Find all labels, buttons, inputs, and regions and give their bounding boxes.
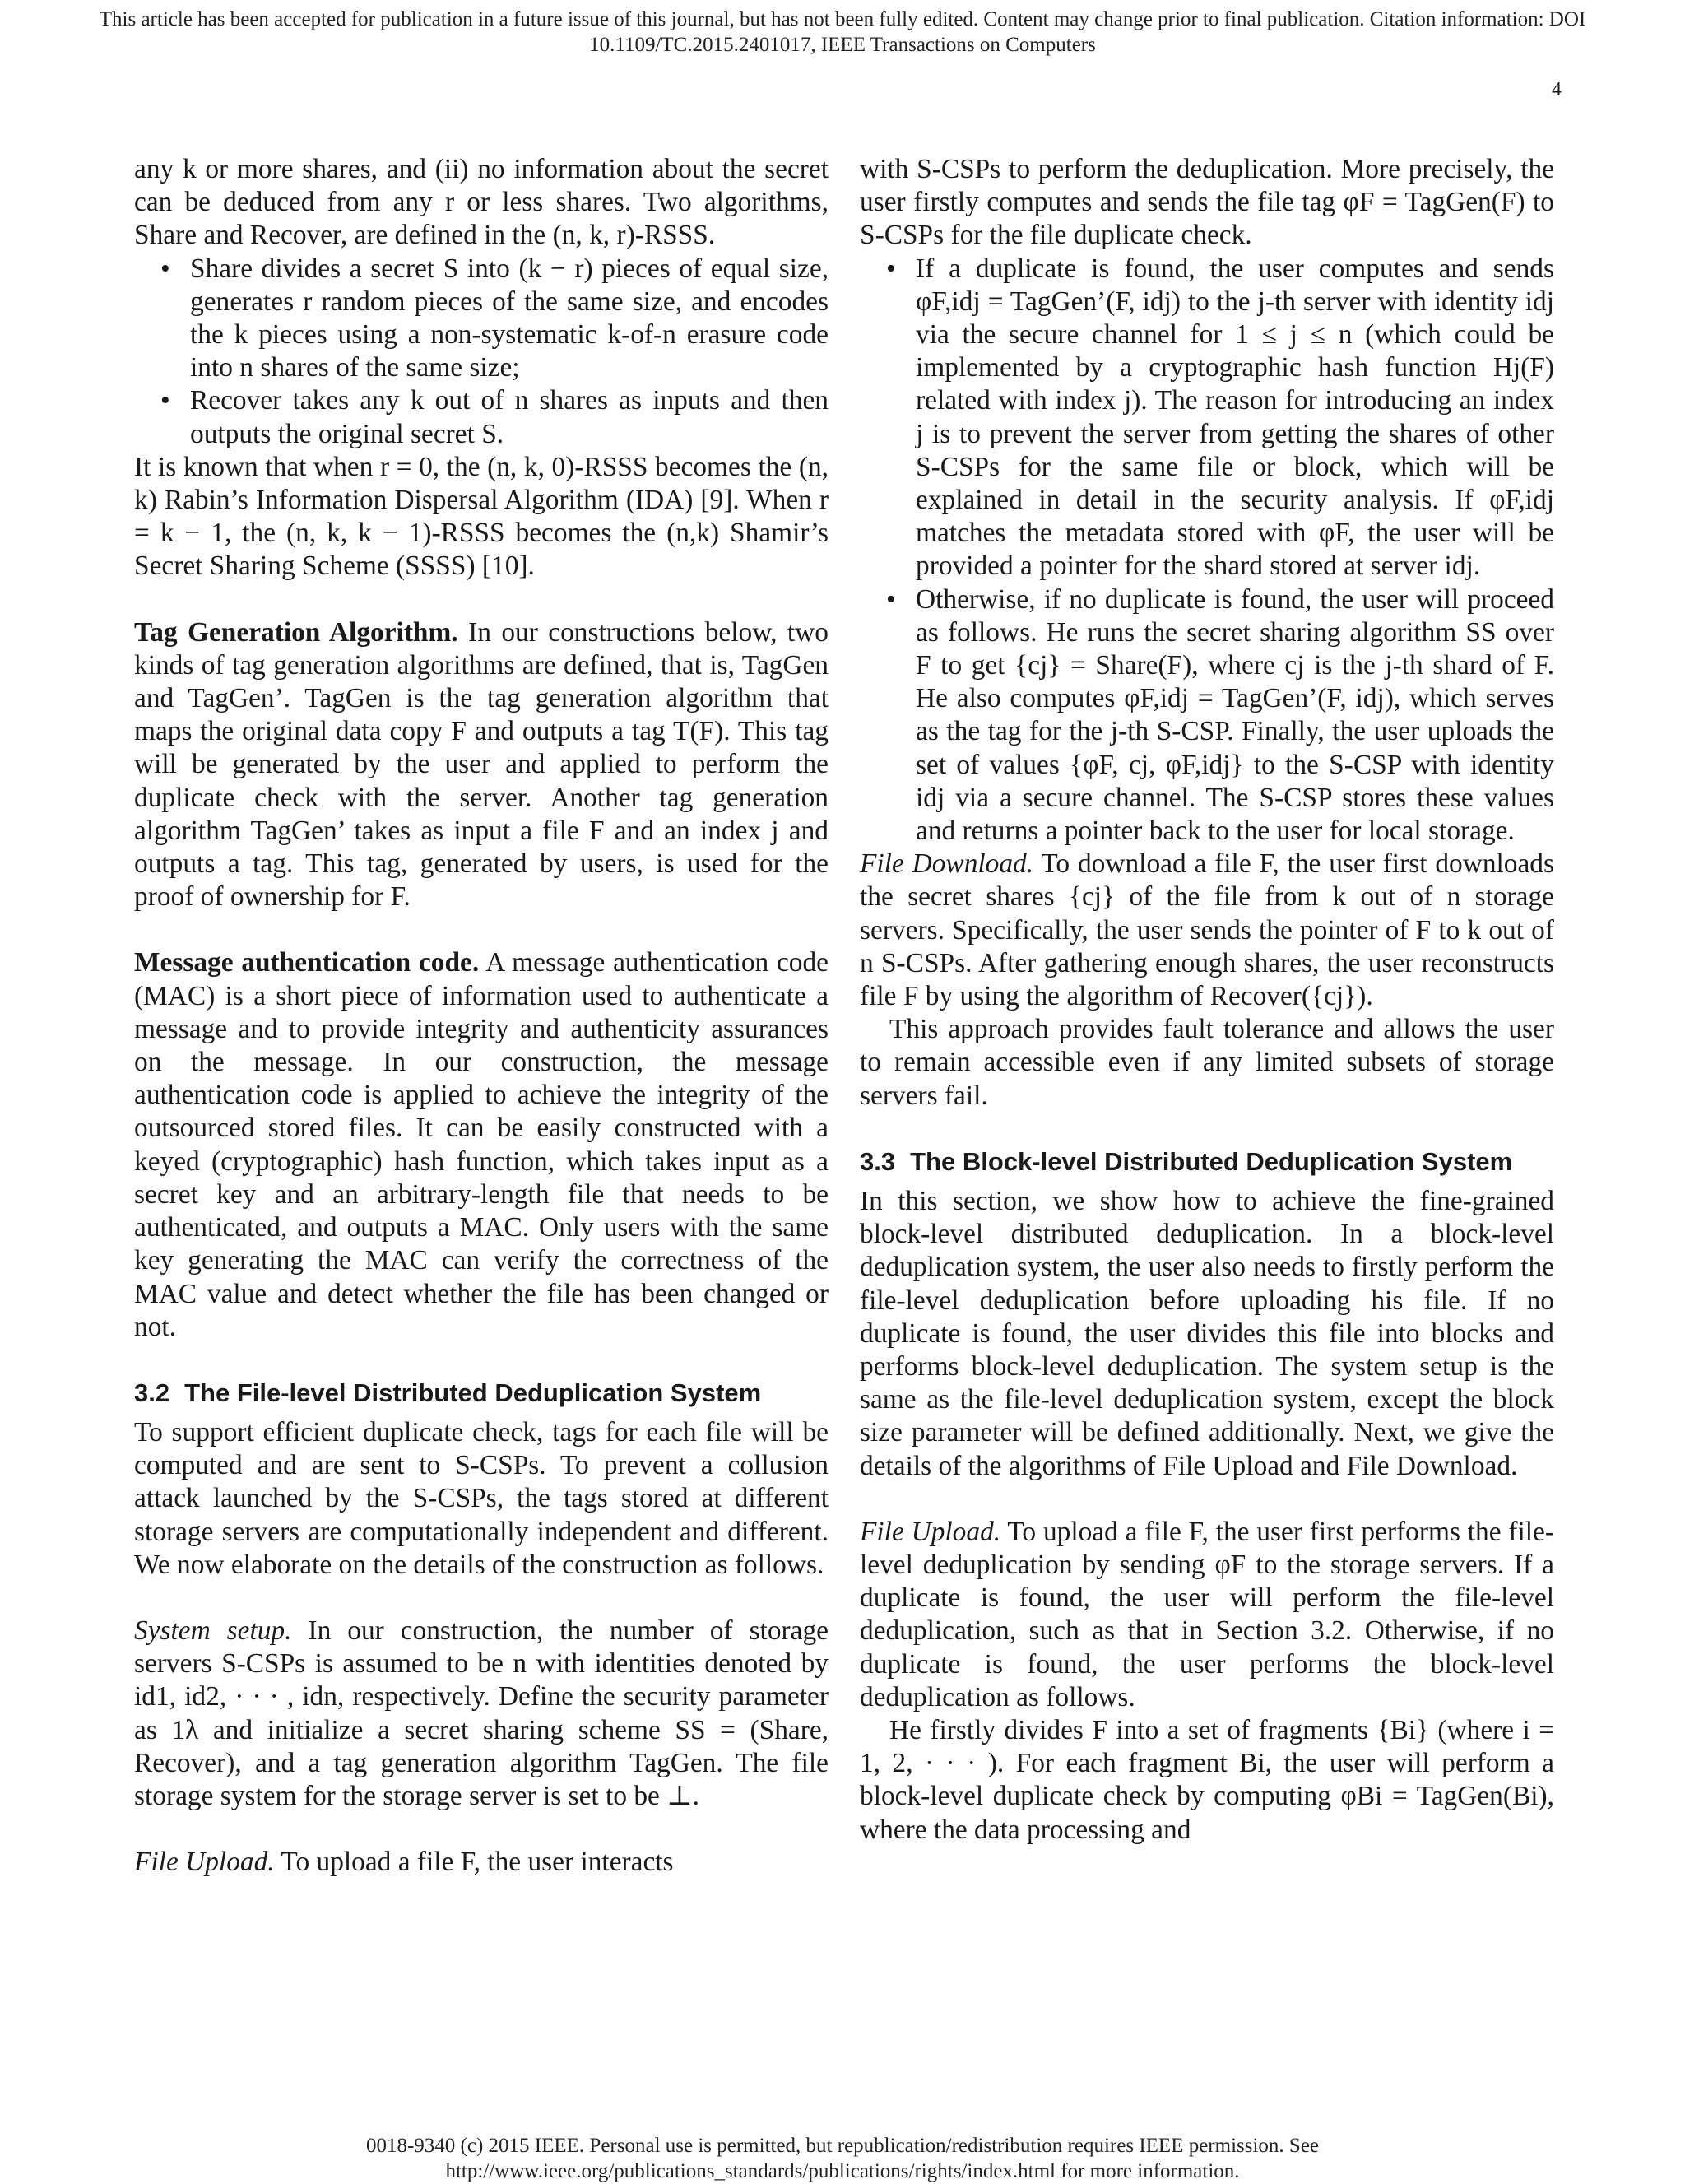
mac-title: Message authentication code. [134, 947, 480, 978]
paragraph-tag-generation [134, 616, 829, 914]
system-setup-title: System setup. [134, 1615, 292, 1646]
paragraph-file-upload [134, 1846, 829, 1879]
section-3-2-title: The File-level Distributed Deduplication System [184, 1378, 762, 1407]
block-upload-title: File Upload. [860, 1516, 1001, 1547]
copyright-footer [0, 2133, 1685, 2184]
list-item-recover: • Recover takes any k out of n shares as inputs and then outputs the original secret S. [190, 384, 829, 450]
publication-notice [0, 7, 1685, 58]
paragraph-fault-tolerance: This approach provides fault tolerance and allows the user to remain accessible even if any limited subsets of storage servers fail. [860, 1014, 1554, 1111]
footer-line-1: 0018-9340 (c) 2015 IEEE. Personal use is permitted, but republication/redistribution requires IEEE permission. See [365, 2135, 1320, 2157]
list-item-share: • Share divides a secret S into (k − r) pieces of equal size, generates r random pieces of the same size, and encodes the k pieces using a non-systematic k-of-n erasure code into n shares of the same size; [190, 253, 829, 385]
notice-line-2: 10.1109/TC.2015.2401017, IEEE Transactions on Computers [589, 34, 1096, 56]
tag-generation-title: Tag Generation Algorithm. [134, 616, 458, 648]
tag-generation-body: In our constructions below, two kinds of tag generation algorithms are defined, that is, TagGen and TagGen’. TagGen is the tag generation algorithm that maps the original data copy F and outputs a tag T(F). This tag will be generated by the user and applied to perform the duplicate check with the server. Another tag generation algorithm TagGen’ takes as input a file F and an index j and outputs a tag. This tag, generated by users, is used for the proof of ownership for F. [134, 616, 829, 913]
mac-body: A message authentication code (MAC) is a short piece of information used to authenticate a message and to provide integrity and authenticity assurances on the message. In our construction, the message authentication code is applied to achieve the integrity of the outsourced stored files. It can be easily constructed with a keyed (cryptographic) hash function, which takes input as a secret key and an arbitrary-length file that needs to be authenticated, and outputs a MAC. Only users with the same key generating the MAC can verify the correctness of the MAC value and detect whether the file has been changed or not. [134, 947, 829, 1342]
paragraph-system-setup [134, 1615, 829, 1813]
paragraph-mac [134, 946, 829, 1343]
section-3-3-number: 3.3 [860, 1146, 896, 1176]
block-upload-body: To upload a file F, the user first performs the file-level deduplication by sending φF to the storage servers. If a duplicate is found, the user will perform the file-level deduplication, such as that in Section 3.2. Otherwise, if no duplicate is found, the user performs the block-level deduplication as follows. [860, 1516, 1554, 1712]
paragraph-upload-continued: with S-CSPs to perform the deduplication. More precisely, the user firstly computes and sends the file tag φF = TagGen(F) to S-CSPs for the file duplicate check. [860, 154, 1554, 251]
file-upload-body: To upload a file F, the user interacts [281, 1847, 674, 1878]
paragraph-rsss-known: It is known that when r = 0, the (n, k, 0)-RSSS becomes the (n, k) Rabin’s Information Dispersal Algorithm (IDA) [9]. When r = k − 1, the (n, k, k − 1)-RSSS becomes the (n,k) Shamir’s Secret Sharing Scheme (SSSS) [10]. [134, 451, 829, 582]
footer-line-2: http://www.ieee.org/publications_standards/publications/rights/index.html for more information. [445, 2160, 1240, 2182]
system-setup-body: In our construction, the number of storage servers S-CSPs is assumed to be n with identities denoted by id1, id2, · · · , idn, respectively. Define the security parameter as 1λ and initialize a secret sharing scheme SS = (Share, Recover), and a tag generation algorithm TagGen. The file storage system for the storage server is set to be ⊥. [134, 1615, 829, 1811]
file-download-title: File Download. [860, 848, 1034, 880]
paragraph-block-upload [860, 1516, 1554, 1714]
duplicate-case-list [860, 253, 1554, 848]
page-number: 4 [1552, 79, 1562, 100]
file-upload-title: File Upload. [134, 1847, 275, 1878]
paragraph-file-download [860, 848, 1554, 1013]
section-3-2-number: 3.2 [134, 1378, 170, 1407]
paragraph-rsss-intro: any k or more shares, and (ii) no information about the secret can be deduced from any r or less shares. Two algorithms, Share and Recover, are defined in the (n, k, r)-RSSS. [134, 154, 829, 251]
algorithm-list [134, 253, 829, 451]
right-column [860, 153, 1554, 1847]
section-heading-3-2 [134, 1377, 829, 1410]
paragraph-block-level: In this section, we show how to achieve the fine-grained block-level distributed deduplication. In a block-level deduplication system, the user also needs to firstly perform the file-level deduplication before uploading his file. If no duplicate is found, the user divides this file into blocks and performs block-level deduplication. The system setup is the same as the file-level deduplication system, except the block size parameter will be defined additionally. Next, we give the details of the algorithms of File Upload and File Download. [860, 1185, 1554, 1481]
file-download-body: To download a file F, the user first downloads the secret shares {cj} of the file from k out of n storage servers. Specifically, the user sends the pointer of F to k out of n S-CSPs. After gathering enough shares, the user reconstructs file F by using the algorithm of Recover({cj}). [860, 848, 1554, 1012]
left-column [134, 153, 829, 1879]
list-item-duplicate-found: • If a duplicate is found, the user computes and sends φF,idj = TagGen’(F, idj) to the j-th server with identity idj via the secure channel for 1 ≤ j ≤ n (which could be implemented by a cryptographic hash function Hj(F) related with index j). The reason for introducing an index j is to prevent the server from getting the shares of other S-CSPs for the same file or block, which will be explained in detail in the security analysis. If φF,idj matches the metadata stored with φF, the user will be provided a pointer for the shard stored at server idj. [916, 253, 1554, 583]
paragraph-fragments: He firstly divides F into a set of fragments {Bi} (where i = 1, 2, · · · ). For each fragment Bi, the user will perform a block-level duplicate check by computing φBi = TagGen(Bi), where the data processing and [860, 1714, 1554, 1845]
section-3-3-title: The Block-level Distributed Deduplication System [910, 1146, 1513, 1176]
section-heading-3-3 [860, 1145, 1554, 1178]
paragraph-support: To support efficient duplicate check, tags for each file will be computed and are sent to S-CSPs. To prevent a collusion attack launched by the S-CSPs, the tags stored at different storage servers are computationally independent and different. We now elaborate on the details of the construction as follows. [134, 1416, 829, 1580]
notice-line-1: This article has been accepted for publication in a future issue of this journal, but has not been fully edited. Content may change prior to final publication. Citation information: DOI [99, 8, 1586, 30]
list-item-no-duplicate: • Otherwise, if no duplicate is found, the user will proceed as follows. He runs the secret sharing algorithm SS over F to get {cj} = Share(F), where cj is the j-th shard of F. He also computes φF,idj = TagGen’(F, idj), which serves as the tag for the j-th S-CSP. Finally, the user uploads the set of values {φF, cj, φF,idj} to the S-CSP with identity idj via a secure channel. The S-CSP stores these values and returns a pointer back to the user for local storage. [916, 583, 1554, 848]
